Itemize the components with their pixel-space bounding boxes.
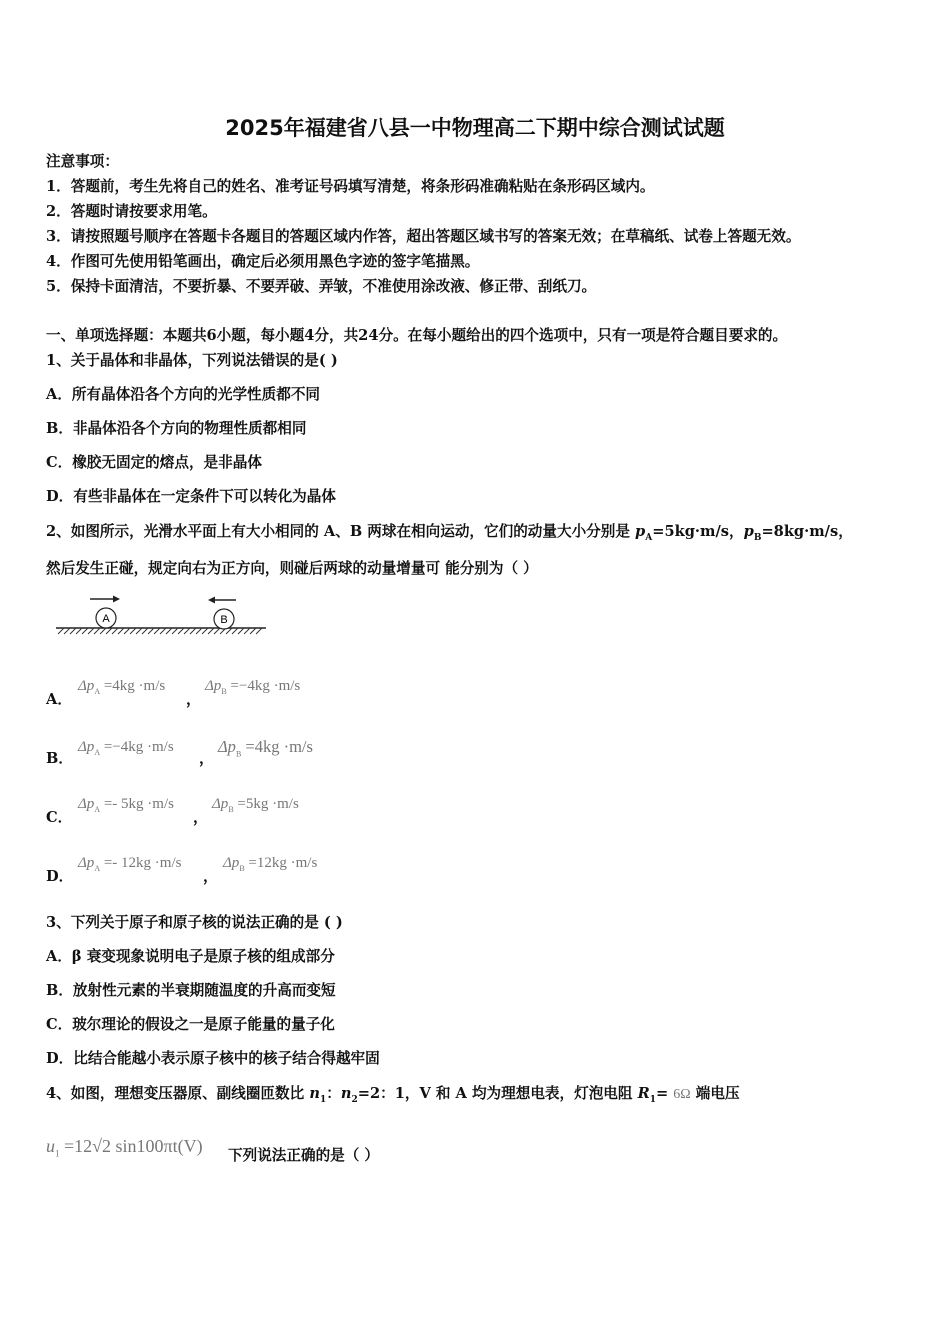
q2-option-d-label: D． — [46, 868, 74, 885]
q3-option-d: D．比结合能越小表示原子核中的核子结合得越牢固 — [46, 1050, 380, 1067]
ball-b — [214, 609, 234, 629]
q2-option-c-label: C． — [46, 809, 73, 826]
q3-option-b: B．放射性元素的半衰期随温度的升高而变短 — [46, 982, 336, 999]
ball-b-label: B — [220, 614, 228, 626]
q2-pb-sub: B — [753, 532, 762, 543]
q4-stem-line2: 下列说法正确的是（ ） — [228, 1147, 380, 1164]
q3-stem: 3、下列关于原子和原子核的说法正确的是 ( ) — [46, 914, 343, 931]
q4-stem-prefix: 4、如图，理想变压器原、副线圈匝数比 — [46, 1085, 310, 1102]
q2-option-b-sep: ， — [199, 749, 215, 767]
q1-option-d: D．有些非晶体在一定条件下可以转化为晶体 — [46, 488, 336, 505]
q2-option-d-formula2: $\Delta p_B =12kg \cdot m/s$ — [223, 855, 318, 873]
notice-item-4: 4．作图可先使用铅笔画出，确定后必须用黑色字迹的签字笔描黑。 — [46, 253, 480, 270]
q2-option-d-formula1: $\Delta p_A =- 12kg \cdot m/s$ — [78, 855, 182, 873]
q1-option-c: C．橡胶无固定的熔点，是非晶体 — [46, 454, 262, 471]
q3-option-c: C．玻尔理论的假设之一是原子能量的量子化 — [46, 1016, 335, 1033]
q2-option-b-label: B． — [46, 750, 73, 767]
q2-stem-line2: 然后发生正碰，规定向右为正方向，则碰后两球的动量增量可 能分别为（ ） — [46, 560, 538, 577]
q2-option-d-sep: ， — [203, 867, 219, 885]
q4-stem-suffix: 端电压 — [690, 1085, 740, 1102]
ground-hatch — [58, 628, 262, 634]
q2-pb-symbol: p — [743, 523, 754, 540]
q2-option-b-formula1: $\Delta p_A =-4kg \cdot m/s$ — [78, 739, 174, 757]
notice-item-5: 5．保持卡面清洁，不要折暴、不要弄破、弄皱，不准使用涂改液、修正带、刮纸刀。 — [46, 278, 597, 295]
notice-heading: 注意事项： — [46, 153, 119, 170]
ball-a-label: A — [102, 613, 110, 625]
arrow-right-icon — [90, 596, 120, 603]
arrow-left-icon — [208, 597, 236, 604]
q2-pa-sub: A — [645, 532, 653, 543]
q1-stem: 1、关于晶体和非晶体，下列说法错误的是( ) — [46, 352, 338, 369]
q2-option-a-formula1: $\Delta p_A =4kg \cdot m/s$ — [78, 678, 166, 696]
q3-option-a: A．β 衰变现象说明电子是原子核的组成部分 — [46, 948, 335, 965]
q2-option-a-sep: ， — [186, 690, 202, 708]
notice-item-2: 2．答题时请按要求用笔。 — [46, 203, 217, 220]
q2-pa-symbol: p — [635, 523, 646, 540]
q2-pa-value: =5kg·m/s， — [652, 523, 744, 540]
q2-option-b-formula2: $\Delta p_B =4kg \cdot m/s$ — [218, 737, 313, 759]
q2-option-c-formula2: $\Delta p_B =5kg \cdot m/s$ — [212, 796, 299, 814]
q1-option-b: B．非晶体沿各个方向的物理性质都相同 — [46, 420, 307, 437]
section-heading: 一、单项选择题：本题共6小题，每小题4分，共24分。在每小题给出的四个选项中，只有一项是符合题目要求的。 — [46, 327, 788, 344]
q2-option-a-label: A． — [46, 691, 72, 708]
q4-stem-line1: 4、如图，理想变压器原、副线圈匝数比 $n_1$：$n_2=2$：1，V 和 A 均为理想电表，灯泡电阻 $R_1= 6\Omega$ 端电压 — [46, 1085, 740, 1105]
q2-stem-prefix: 2、如图所示，光滑水平面上有大小相同的 A、B 两球在相向运动，它们的动量大小分别是 — [46, 523, 636, 540]
notice-item-1: 1．答题前，考生先将自己的姓名、准考证号码填写清楚，将条形码准确粘贴在条形码区域内。 — [46, 178, 655, 195]
q2-stem-line1 — [46, 522, 853, 548]
notice-item-3: 3．请按照题号顺序在答题卡各题目的答题区域内作答，超出答题区域书写的答案无效；在草稿纸、试卷上答题无效。 — [46, 228, 801, 245]
q1-option-a: A．所有晶体沿各个方向的光学性质都不同 — [46, 386, 321, 403]
q2-pb-value: =8kg·m/s， — [761, 523, 853, 540]
q2-option-a-formula2: $\Delta p_B =-4kg \cdot m/s$ — [205, 678, 301, 696]
q2-option-c-formula1: $\Delta p_A =- 5kg \cdot m/s$ — [78, 796, 174, 814]
q2-collision-figure — [52, 590, 272, 640]
q4-ratio-value: =2：1，V 和 A 均为理想电表，灯泡电阻 — [357, 1085, 638, 1102]
q4-resistance-value: 6Ω — [673, 1087, 691, 1102]
page-title: 2025年福建省八县一中物理高二下期中综合测试试题 — [225, 116, 725, 140]
q4-voltage-formula: $u_1 =12√2$ sin100πt(V) — [46, 1136, 203, 1159]
q2-option-c-sep: ， — [193, 808, 209, 826]
ball-a — [96, 608, 116, 628]
